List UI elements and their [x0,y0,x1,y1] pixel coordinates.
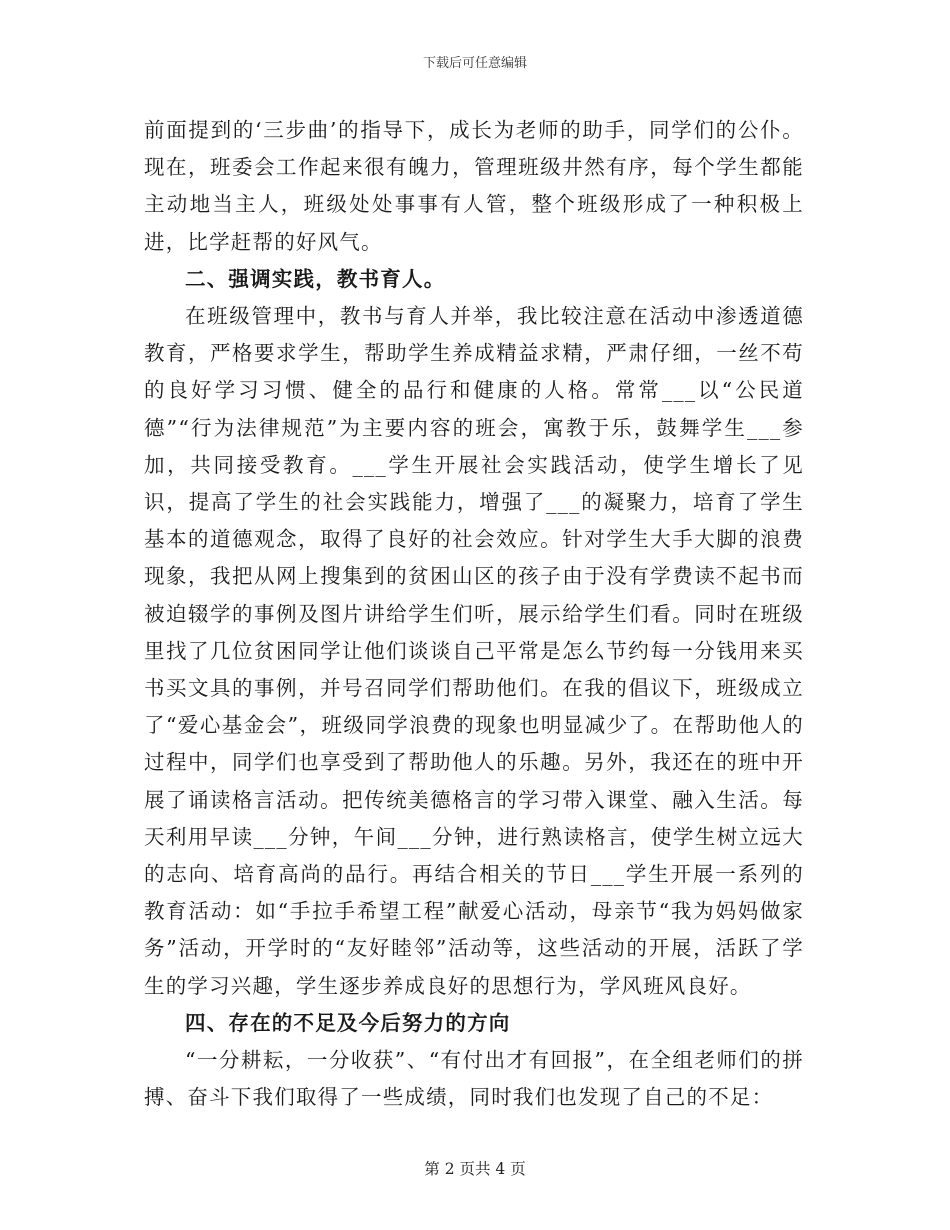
section-heading-practice: 二、强调实践，教书育人。 [185,266,446,291]
page-header: 下载后可任意编辑 [422,56,527,71]
page-number: 第 2 页共 4 页 [424,1160,526,1178]
paragraph-practice: 在班级管理中，教书与育人并举，我比较注意在活动中渗透道德教育，严格要求学生，帮助学生养成精益求精，严肃仔细，一丝不苟的良好学习习惯、健全的品行和健康的人格。常常___以“公民道德”“行为法律规范”为主要内容的班会，寓教于乐，鼓舞学生___参加，共同接受教育。___学生开展社会实践活动，使学生增长了见识，提高了学生的社会实践能力，增强了___的凝聚力，培育了学生基本的道德观念，取得了良好的社会效应。针对学生大手大脚的浪费现象，我把从网上搜集到的贫困山区的孩子由于没有学费读不起书而被迫辍学的事例及图片讲给学生们听，展示给学生们看。同时在班级里找了几位贫困同学让他们谈谈自己平常是怎么节约每一分钱用来买书买文具的事例，并号召同学们帮助他们。在我的倡议下，班级成立了“爱心基金会”，班级同学浪费的现象也明显减少了。在帮助他人的过程中，同学们也享受到了帮助他人的乐趣。另外，我还在的班中开展了诵读格言活动。把传统美德格言的学习带入课堂、融入生活。每天利用早读___分钟，午间___分钟，进行熟读格言，使学生树立远大的志向、培育高尚的品行。再结合相关的节日___学生开展一系列的教育活动：如“手拉手希望工程”献爱心活动，母亲节“我为妈妈做家务”活动，开学时的“友好睦邻”活动等，这些活动的开展，活跃了学生的学习兴趣，学生逐步养成良好的思想行为，学风班风良好。 [144,304,804,998]
paragraph-shortcomings: “一分耕耘，一分收获”、“有付出才有回报”，在全组老师们的拼搏、奋斗下我们取得了一些成绩，同时我们也发现了自己的不足： [144,1048,804,1110]
document-body [144,112,804,1116]
paragraph-continued: 前面提到的‘三步曲’的指导下，成长为老师的助手，同学们的公仆。现在，班委会工作起来很有魄力，管理班级井然有序，每个学生都能主动地当主人，班级处处事事有人管，整个班级形成了一种积极上进，比学赶帮的好风气。 [144,118,804,254]
section-heading-shortcomings: 四、存在的不足及今后努力的方向 [185,1010,511,1035]
